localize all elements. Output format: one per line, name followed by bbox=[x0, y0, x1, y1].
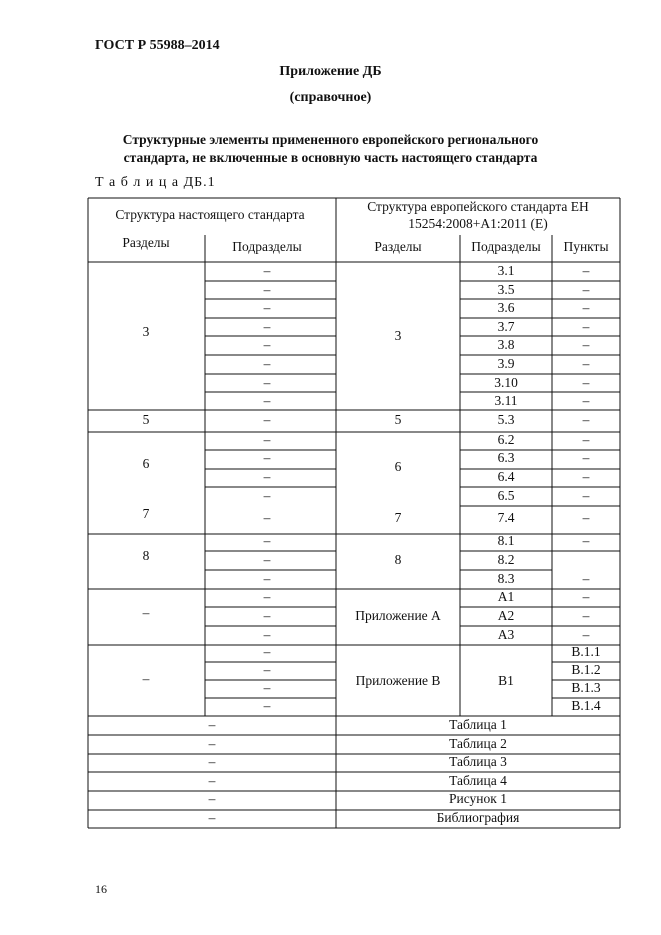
eu-subsection: 8.1 bbox=[497, 533, 515, 549]
table-texts bbox=[115, 199, 608, 825]
dash: – bbox=[582, 393, 590, 409]
dash: – bbox=[263, 300, 271, 316]
caption-line-2: стандарта, не включенные в основную часть настоящего стандарта bbox=[123, 150, 538, 165]
section-6: 6 bbox=[142, 456, 150, 472]
dash: – bbox=[142, 671, 150, 687]
eu-subsection: 3.9 bbox=[497, 356, 515, 372]
dash: – bbox=[263, 589, 271, 605]
dash: – bbox=[263, 680, 271, 696]
subheader-4: Пункты bbox=[563, 239, 609, 255]
eu-annex-b: Приложение В bbox=[355, 673, 441, 689]
eu-subsection: 5.3 bbox=[497, 412, 515, 428]
dash: – bbox=[208, 754, 216, 770]
header-right-line1: Структура европейского стандарта ЕН bbox=[367, 199, 589, 215]
header-right-line2: 15254:2008+А1:2011 (Е) bbox=[408, 216, 548, 232]
page-number: 16 bbox=[95, 882, 107, 896]
subheader-2: Разделы bbox=[374, 239, 422, 255]
annex-title: Приложение ДБ bbox=[279, 64, 382, 79]
eu-element: Библиография bbox=[436, 810, 520, 826]
dash: – bbox=[263, 450, 271, 466]
eu-subsection: 3.6 bbox=[497, 300, 515, 316]
dash: – bbox=[263, 552, 271, 568]
eu-subsection: 8.3 bbox=[497, 571, 515, 587]
eu-subsection: 6.4 bbox=[497, 469, 515, 485]
dash: – bbox=[582, 319, 590, 335]
dash: – bbox=[582, 263, 590, 279]
dash: – bbox=[582, 300, 590, 316]
eu-element: Таблица 4 bbox=[449, 773, 507, 789]
dash: – bbox=[582, 412, 590, 428]
section-7: 7 bbox=[142, 506, 150, 522]
eu-subsection: 8.2 bbox=[497, 552, 515, 568]
eu-element: Таблица 1 bbox=[449, 717, 507, 733]
eu-subsection: А3 bbox=[497, 627, 515, 643]
dash: – bbox=[263, 698, 271, 714]
eu-subsection: В1 bbox=[498, 673, 514, 689]
table-grid bbox=[88, 198, 620, 828]
eu-subsection: 6.2 bbox=[497, 432, 515, 448]
dash: – bbox=[263, 608, 271, 624]
dash: – bbox=[582, 608, 590, 624]
eu-annex-a: Приложение А bbox=[355, 608, 441, 624]
dash: – bbox=[263, 432, 271, 448]
section-3: 3 bbox=[142, 324, 150, 340]
dash: – bbox=[208, 736, 216, 752]
dash: – bbox=[263, 337, 271, 353]
dash: – bbox=[582, 337, 590, 353]
dash: – bbox=[208, 810, 216, 826]
dash: – bbox=[263, 263, 271, 279]
eu-element: Таблица 3 bbox=[449, 754, 507, 770]
eu-subsection: 6.5 bbox=[497, 488, 515, 504]
eu-point: В.1.1 bbox=[571, 644, 601, 660]
dash: – bbox=[263, 356, 271, 372]
eu-element: Таблица 2 bbox=[449, 736, 507, 752]
section-8: 8 bbox=[142, 548, 150, 564]
eu-point: В.1.4 bbox=[571, 698, 601, 714]
caption-line-1: Структурные элементы примененного европейского регионального bbox=[122, 132, 539, 147]
dash: – bbox=[208, 717, 216, 733]
dash: – bbox=[582, 375, 590, 391]
eu-section-7: 7 bbox=[394, 510, 402, 526]
dash: – bbox=[263, 282, 271, 298]
header-left: Структура настоящего стандарта bbox=[115, 207, 305, 223]
dash: – bbox=[263, 319, 271, 335]
dash: – bbox=[582, 571, 590, 587]
eu-subsection: 3.5 bbox=[497, 282, 515, 298]
dash: – bbox=[582, 510, 590, 526]
dash: – bbox=[263, 662, 271, 678]
eu-section-6: 6 bbox=[394, 459, 402, 475]
subheader-0: Разделы bbox=[122, 235, 170, 251]
eu-point: В.1.2 bbox=[571, 662, 601, 678]
dash: – bbox=[263, 644, 271, 660]
eu-subsection: 3.11 bbox=[494, 393, 518, 409]
dash: – bbox=[142, 605, 150, 621]
eu-point: В.1.3 bbox=[571, 680, 601, 696]
dash: – bbox=[263, 412, 271, 428]
eu-subsection: А1 bbox=[497, 589, 515, 605]
subheader-1: Подразделы bbox=[232, 239, 302, 255]
eu-section-8: 8 bbox=[394, 552, 402, 568]
dash: – bbox=[263, 469, 271, 485]
dash: – bbox=[582, 488, 590, 504]
dash: – bbox=[263, 393, 271, 409]
dash: – bbox=[208, 791, 216, 807]
subheader-3: Подразделы bbox=[471, 239, 541, 255]
dash: – bbox=[582, 627, 590, 643]
annex-type: (справочное) bbox=[289, 90, 372, 105]
eu-subsection: 6.3 bbox=[497, 450, 515, 466]
document-code: ГОСТ Р 55988–2014 bbox=[95, 38, 220, 53]
dash: – bbox=[263, 488, 271, 504]
eu-subsection: 3.8 bbox=[497, 337, 515, 353]
eu-element: Рисунок 1 bbox=[449, 791, 507, 807]
eu-subsection: 3.10 bbox=[494, 375, 518, 391]
dash: – bbox=[582, 282, 590, 298]
dash: – bbox=[208, 773, 216, 789]
eu-subsection: 3.1 bbox=[497, 263, 515, 279]
eu-section-5: 5 bbox=[394, 412, 402, 428]
dash: – bbox=[263, 510, 271, 526]
dash: – bbox=[582, 589, 590, 605]
dash: – bbox=[263, 627, 271, 643]
dash: – bbox=[263, 533, 271, 549]
eu-section-3: 3 bbox=[394, 328, 402, 344]
eu-subsection: 7.4 bbox=[497, 510, 515, 526]
dash: – bbox=[582, 469, 590, 485]
eu-subsection: А2 bbox=[497, 608, 515, 624]
dash: – bbox=[263, 571, 271, 587]
dash: – bbox=[582, 432, 590, 448]
dash: – bbox=[582, 533, 590, 549]
section-5: 5 bbox=[142, 412, 150, 428]
table-label: Т а б л и ц а ДБ.1 bbox=[95, 175, 216, 190]
dash: – bbox=[263, 375, 271, 391]
eu-subsection: 3.7 bbox=[497, 319, 515, 335]
dash: – bbox=[582, 450, 590, 466]
dash: – bbox=[582, 356, 590, 372]
